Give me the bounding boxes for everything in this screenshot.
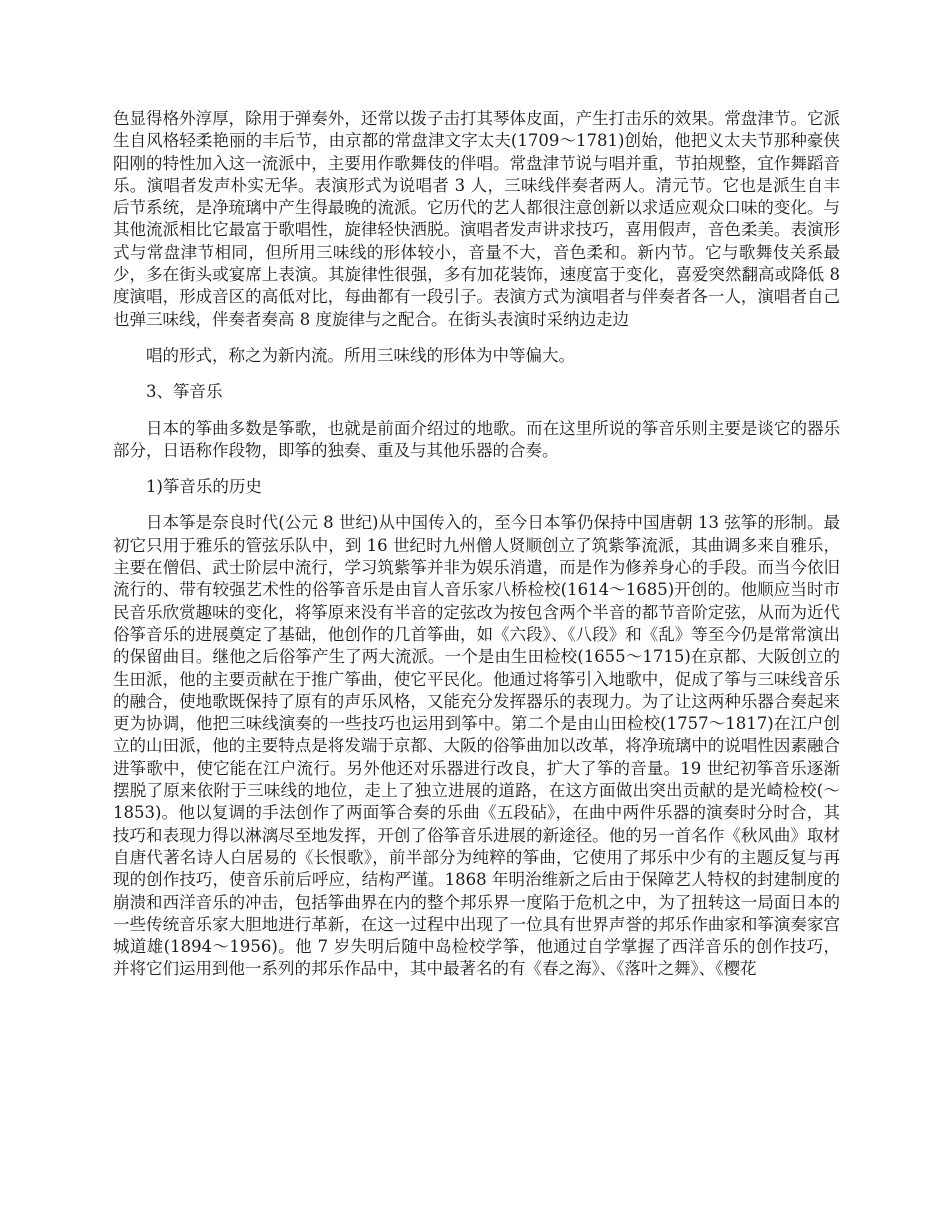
paragraph-koto-history: 日本筝是奈良时代(公元 8 世纪)从中国传入的，至今日本筝仍保持中国唐朝 13 弦筝的形制。最初它只用于雅乐的管弦乐队中，到 16 世纪时九州僧人贤顺创立了筑紫筝流派，其曲调多来自雅乐，主要在僧侣、武士阶层中流行，学习筑紫筝并非为娱乐消遣，而是作为修养身心的手段。而当今依旧流行的、带有较强艺术性的俗筝音乐是由盲人音乐家八桥检校(1614～1685)开创的。他顺应当时市民音乐欣赏趣味的变化，将筝原来没有半音的定弦改为按包含两个半音的都节音阶定弦，从而为近代俗筝音乐的进展奠定了基础，他创作的几首筝曲，如《六段》、《八段》和《乱》等至今仍是常常演出的保留曲目。继他之后俗筝产生了两大流派。一个是由生田检校(1655～1715)在京都、大阪创立的生田派，他的主要贡献在于推广筝曲，使它平民化。他通过将筝引入地歌中，促成了筝与三味线音乐的融合，使地歌既保持了原有的声乐风格，又能充分发挥器乐的表现力。为了让这两种乐器合奏起来更为协调，他把三味线演奏的一些技巧也运用到筝中。第二个是由山田检校(1757～1817)在江户创立的山田派，他的主要特点是将发端于京都、大阪的俗筝曲加以改革，将净琉璃中的说唱性因素融合进筝歌中，使它能在江户流行。另外他还对乐器进行改良，扩大了筝的音量。19 世纪初筝音乐逐渐摆脱了原来依附于三味线的地位，走上了独立进展的道路，在这方面做出突出贡献的是光崎检校(～1853)。他以复调的手法创作了两面筝合奏的乐曲《五段砧》，在曲中两件乐器的演奏时分时合，其技巧和表现力得以淋漓尽至地发挥，开创了俗筝音乐进展的新途径。他的另一首名作《秋风曲》取材自唐代著名诗人白居易的《长恨歌》，前半部分为纯粹的筝曲，它使用了邦乐中少有的主题反复与再现的创作技巧，使音乐前后呼应，结构严谨。1868 年明治维新之后由于保障艺人特权的封建制度的崩溃和西洋音乐的冲击，包括筝曲界在内的整个邦乐界一度陷于危机之中，为了扭转这一局面日本的一些传统音乐家大胆地进行革新，在这一过程中出现了一位具有世界声誉的邦乐作曲家和筝演奏家宫城道雄(1894～1956)。他 7 岁失明后随中岛检校学筝，他通过自学掌握了西洋音乐的创作技巧，并将它们运用到他一系列的邦乐作品中，其中最著名的有《春之海》、《落叶之舞》、《樱花 <box>113 513 840 979</box>
document-body <box>113 108 840 981</box>
paragraph-koto-intro: 日本的筝曲多数是筝歌，也就是前面介绍过的地歌。而在这里所说的筝音乐则主要是谈它的器乐部分，日语称作段物，即筝的独奏、重及与其他乐器的合奏。 <box>113 418 840 460</box>
subsection-heading-koto-history: 1)筝音乐的历史 <box>146 477 262 497</box>
section-heading-koto-music: 3、筝音乐 <box>146 382 223 402</box>
paragraph-joruri-styles: 色显得格外淳厚，除用于弹奏外，还常以拨子击打其琴体皮面，产生打击乐的效果。常盘津节。它派生自风格轻柔艳丽的丰后节，由京都的常盘津文字太夫(1709～1781)创始，他把义太夫节那种豪侠阳刚的特性加入这一流派中，主要用作歌舞伎的伴唱。常盘津节说与唱并重，节拍规整，宜作舞蹈音乐。演唱者发声朴实无华。表演形式为说唱者 3 人，三味线伴奏者两人。清元节。它也是派生自丰后节系统，是净琉璃中产生得最晚的流派。它历代的艺人都很注意创新以求适应观众口味的变化。与其他流派相比它最富于歌唱性，旋律轻快洒脱。演唱者发声讲求技巧，喜用假声，音色柔美。表演形式与常盘津节相同，但所用三味线的形体较小，音量不大，音色柔和。新内节。它与歌舞伎关系最少，多在街头或宴席上表演。其旋律性很强，多有加花装饰，速度富于变化，喜爱突然翻高或降低 8 度演唱，形成音区的高低对比，每曲都有一段引子。表演方式为演唱者与伴奏者各一人，演唱者自己也弹三味线，伴奏者奏高 8 度旋律与之配合。在街头表演时采纳边走边 <box>113 109 840 329</box>
paragraph-shinnai-form: 唱的形式，称之为新内流。所用三味线的形体为中等偏大。 <box>146 345 575 365</box>
